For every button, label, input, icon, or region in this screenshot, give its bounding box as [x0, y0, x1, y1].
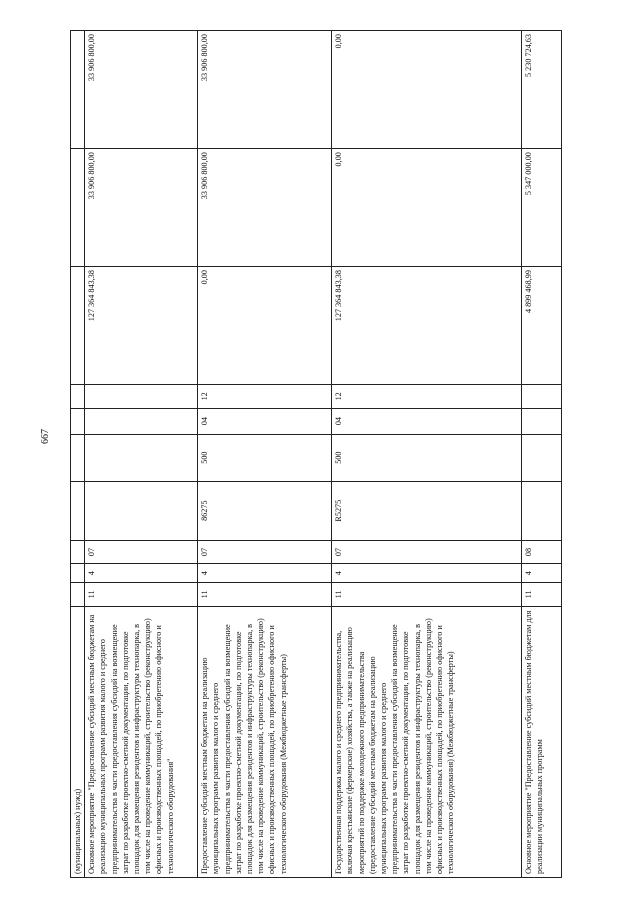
code-cell: 07: [332, 540, 522, 564]
table-row: [332, 31, 522, 878]
amount-cell: 33 906 800,00: [85, 31, 198, 149]
code-cell: 08: [522, 540, 562, 564]
code-cell: 12: [198, 385, 332, 409]
code-cell: 4: [332, 564, 522, 583]
code-cell: 500: [198, 434, 332, 481]
code-cell: [522, 385, 562, 409]
desc-cell: Государственная поддержка малого и среднего предпринимательства, включая крестьянские (фермерские) хозяйства, а также на реализацию мероприятий по поддержке молодежного предпринимательства (предоставление субсидий местным бюджетам на реализацию муниципальных программ развития малого и среднего предпринимательства в части предоставления субсидий на возмещение затрат по разработке проектно-сметной документации, по подготовке площадок для размещения резидентов и инфраструктуры технопарка, в том числе на проведение коммуникаций, строительство (реконструкцию) офисных и производственных площадей, по приобретению офисного и технологического оборудования) (Межбюджетные трансферты): [332, 606, 522, 877]
amount-cell: 4 899 468,99: [522, 267, 562, 385]
table-row: [71, 31, 85, 878]
desc-cell: Основное мероприятие "Предоставление субсидий местным бюджетам для реализации муниципальных программ: [522, 606, 562, 877]
code-cell: [522, 408, 562, 434]
page-number: 667: [40, 429, 51, 444]
code-cell: 07: [85, 540, 198, 564]
desc-cell: Предоставление субсидий местным бюджетам на реализацию муниципальных программ развития малого и среднего предпринимательства в части предоставления субсидий на возмещение затрат по разработке проектно-сметной документации, по подготовке площадок для размещения резидентов и инфраструктуры технопарка, в том числе на проведение коммуникаций, строительство (реконструкцию) офисных и производственных площадей, по приобретению офисного и технологического оборудования (Межбюджетные трансферты): [198, 606, 332, 877]
code-cell: 11: [198, 583, 332, 607]
code-cell: 11: [332, 583, 522, 607]
amount-cell: 33 906 800,00: [198, 149, 332, 267]
rotated-table-container: [70, 30, 580, 878]
code-cell: [85, 385, 198, 409]
amount-cell: 33 906 800,00: [85, 149, 198, 267]
table-row: [522, 31, 562, 878]
code-cell: 04: [198, 408, 332, 434]
amount-cell: 127 364 843,38: [332, 267, 522, 385]
amount-cell: 0,00: [198, 267, 332, 385]
amount-cell: 5 230 724,63: [522, 31, 562, 149]
budget-table: [70, 30, 562, 878]
amount-cell: 0,00: [332, 149, 522, 267]
amount-cell: 0,00: [332, 31, 522, 149]
code-cell: 11: [522, 583, 562, 607]
code-cell: 07: [198, 540, 332, 564]
code-cell: 500: [332, 434, 522, 481]
code-cell: [85, 434, 198, 481]
code-cell: [522, 481, 562, 540]
code-cell: [85, 481, 198, 540]
table-row: [85, 31, 198, 878]
code-cell: 86275: [198, 481, 332, 540]
amount-cell: 33 906 800,00: [198, 31, 332, 149]
code-cell: 4: [198, 564, 332, 583]
code-cell: 12: [332, 385, 522, 409]
amount-cell: 5 347 000,00: [522, 149, 562, 267]
amount-cell: 127 364 843,38: [85, 267, 198, 385]
code-cell: 11: [85, 583, 198, 607]
code-cell: 04: [332, 408, 522, 434]
code-cell: 4: [85, 564, 198, 583]
code-cell: [522, 434, 562, 481]
desc-cell: Основное мероприятие "Предоставление субсидий местным бюджетам на реализацию муниципальных программ развития малого и среднего предпринимательства в части предоставления субсидий на возмещение затрат по разработке проектно-сметной документации, по подготовке площадок для размещения резидентов и инфраструктуры технопарка, в том числе на проведение коммуникаций, строительство (реконструкцию) офисных и производственных площадей, по приобретению офисного и технологического оборудования": [85, 606, 198, 877]
code-cell: 4: [522, 564, 562, 583]
code-cell: [85, 408, 198, 434]
desc-cell: (муниципальных) нужд): [71, 606, 85, 877]
code-cell: R5275: [332, 481, 522, 540]
table-row: [198, 31, 332, 878]
